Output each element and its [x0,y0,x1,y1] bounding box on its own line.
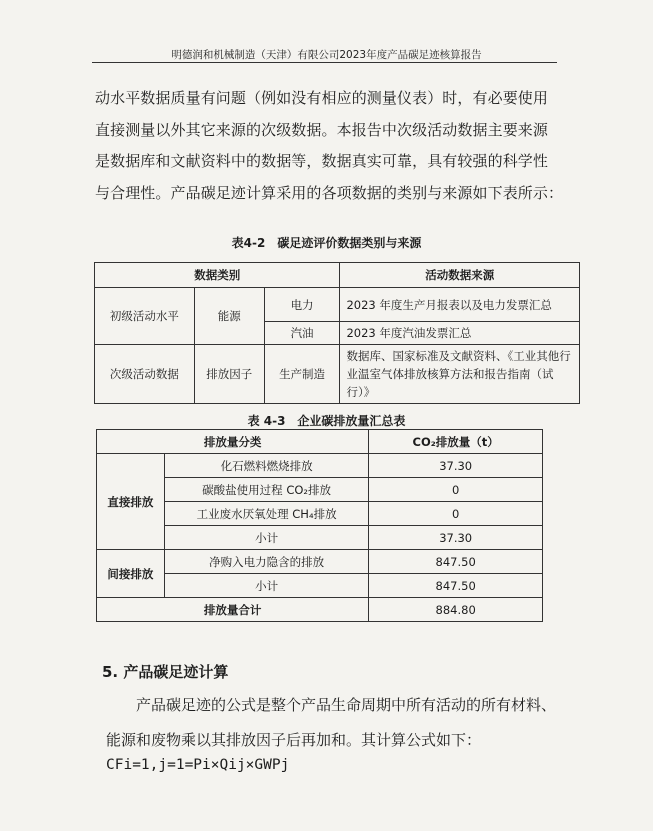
intro-paragraph [95,83,565,209]
intro-line: 直接测量以外其它来源的次级数据。本报告中次级活动数据主要来源 [95,120,549,139]
page-header: 明德润和机械制造（天津）有限公司2023年度产品碳足迹核算报告 [171,49,482,61]
cell-item: 净购入电力隐含的排放 [164,550,368,574]
table1-caption: 表4-2 碳足迹评价数据类别与来源 [231,236,422,250]
intro-line: 动水平数据质量有问题（例如没有相应的测量仪表）时，有必要使用 [95,89,549,107]
cell-energy: 能源 [194,288,264,345]
th-co2-amount: CO₂排放量（t） [369,430,543,454]
cell-secondary-level: 次级活动数据 [95,345,195,404]
intro-line: 是数据库和文献资料中的数据等，数据真实可靠，具有较强的科学性 [95,152,549,170]
cell-item: 工业废水厌氧处理 CH₄排放 [164,502,368,526]
cell-electricity-source: 2023 年度生产月报表以及电力发票汇总 [340,288,580,322]
cell-subtotal: 小计 [164,574,368,598]
cell-value: 847.50 [369,550,543,574]
cell-subtotal: 小计 [164,526,368,550]
header-rule [92,62,557,63]
section-paragraph [106,688,576,758]
cell-gasoline: 汽油 [264,322,340,345]
cell-direct-emission: 直接排放 [97,454,165,550]
intro-line: 与合理性。产品碳足迹计算采用的各项数据的类别与来源如下表所示： [95,183,564,202]
cell-gasoline-source: 2023 年度汽油发票汇总 [340,322,580,345]
cell-value: 37.30 [369,526,543,550]
cell-manufacturing: 生产制造 [264,345,340,404]
data-source-table [94,262,580,404]
section-heading: 5. 产品碳足迹计算 [102,663,229,681]
th-data-category: 数据类别 [95,263,340,288]
cell-manufacturing-source: 数据库、国家标准及文献资料、《工业其他行业温室气体排放核算方法和报告指南（试行）》 [340,345,580,404]
formula: CFi=1,j=1=Pi×Qij×GWPj [106,757,290,773]
cell-indirect-emission: 间接排放 [97,550,165,598]
th-emission-category: 排放量分类 [97,430,369,454]
cell-item: 化石燃料燃烧排放 [164,454,368,478]
emission-summary-table [96,429,543,622]
cell-total-label: 排放量合计 [97,598,369,622]
cell-value: 0 [369,478,543,502]
cell-primary-level: 初级活动水平 [95,288,195,345]
cell-value: 0 [369,502,543,526]
cell-value: 37.30 [369,454,543,478]
cell-item: 碳酸盐使用过程 CO₂排放 [164,478,368,502]
cell-total-value: 884.80 [369,598,543,622]
table2-caption: 表 4-3 企业碳排放量汇总表 [247,414,406,428]
section-line: 产品碳足迹的公式是整个产品生命周期中所有活动的所有材料、 [106,696,557,714]
cell-emission-factor: 排放因子 [194,345,264,404]
cell-value: 847.50 [369,574,543,598]
cell-electricity: 电力 [264,288,340,322]
section-line: 能源和废物乘以其排放因子后再加和。其计算公式如下： [106,731,482,749]
th-data-source: 活动数据来源 [340,263,580,288]
